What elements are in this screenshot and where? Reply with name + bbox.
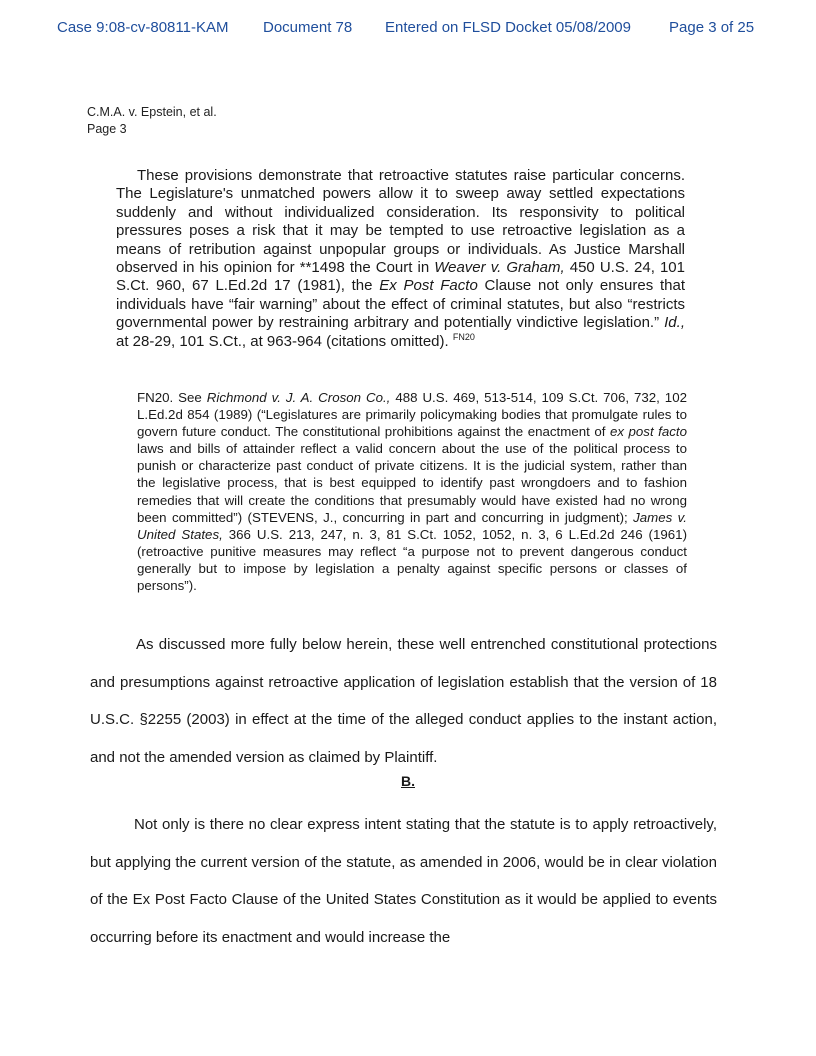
body-paragraph: As discussed more fully below herein, these well entrenched constitutional protections and presumptions against retroactive application of legislation establish that the version of 18 U.S.C. §2255 (2003) in effect at the time of the alleged conduct applies to the instant action, and not the amended version as claimed by Plaintiff. <box>90 636 717 766</box>
page-count: Page 3 of 25 <box>669 19 755 36</box>
case-number: Case 9:08-cv-80811-KAM <box>57 19 229 36</box>
footnote-reference: FN20 <box>452 331 475 342</box>
section-heading: B. <box>401 773 415 789</box>
document-number: Document 78 <box>263 19 353 36</box>
footnote-case-citation: Richmond v. J. A. Croson Co., <box>206 390 391 405</box>
case-caption <box>87 104 217 138</box>
quote-text: 450 U.S. 24, 101 S.Ct. 960, 67 L.Ed.2d 17 (1981), the <box>116 259 685 295</box>
footnote-italic-term: ex post facto <box>609 424 687 440</box>
quote-text: These provisions demonstrate that retroactive statutes raise particular concerns. The Legislature's unmatched powers allow it to sweep away settled expectations suddenly and without individualized consideration. Its responsivity to political pressures poses a risk that it may be tempted to use retroactive legislation as a means of retribution against unpopular groups or individuals. As Justice Marshall observed in his opinion for **1498 the Court in <box>116 167 685 277</box>
body-paragraph: Not only is there no clear express intent stating that the statute is to apply retroactively, but applying the current version of the statute, as amended in 2006, would be in clear violation of the Ex Post Facto Clause of the United States Constitution as it would be applied to events occurring before its enactment and would increase the <box>90 816 717 946</box>
footnote-text: FN20. See <box>137 390 207 405</box>
quote-text: at 28-29, 101 S.Ct., at 963-964 (citations omitted). <box>116 332 453 350</box>
docket-entry-date: Entered on FLSD Docket 05/08/2009 <box>385 19 631 36</box>
footnote-text: 366 U.S. 213, 247, n. 3, 81 S.Ct. 1052, 1052, n. 3, 6 L.Ed.2d 246 (1961) (retroactive punitive measures may reflect “a purpose not to prevent dangerous conduct generally but to impose by legislation a penalty against specific persons or classes of persons”). <box>137 526 687 594</box>
footnote-text: 488 U.S. 469, 513-514, 109 S.Ct. 706, 732, 102 L.Ed.2d 854 (1989) (“Legislatures are primarily policymaking bodies that promulgate rules to govern future conduct. The constitutional prohibitions against the enactment of <box>137 390 687 440</box>
quote-case-citation: Weaver v. Graham, <box>434 259 565 277</box>
caption-title: C.M.A. v. Epstein, et al. <box>87 105 217 119</box>
quote-clause-name: Ex Post Facto <box>379 277 478 295</box>
caption-page: Page 3 <box>87 122 127 136</box>
footnote-text: laws and bills of attainder reflect a valid concern about the use of the political process to punish or characterize past conduct of private citizens. It is the judicial system, rather than the legislative process, that is best equipped to identify past wrongdoers and to fashion remedies that will create the conditions that presumably would have existed had no wrong been committed”) (STEVENS, J., concurring in part and concurring in judgment); <box>137 441 687 525</box>
block-quote <box>116 167 685 351</box>
quote-text: Clause not only ensures that individuals have “fair warning” about the effect of criminal statutes, but also “restricts governmental power by restraining arbitrary and potentially vindictive legislation.” <box>116 277 685 332</box>
footnote <box>137 389 687 594</box>
quote-id-citation: Id., <box>664 314 685 332</box>
footnote-case-citation: James v. United States, <box>137 509 687 542</box>
